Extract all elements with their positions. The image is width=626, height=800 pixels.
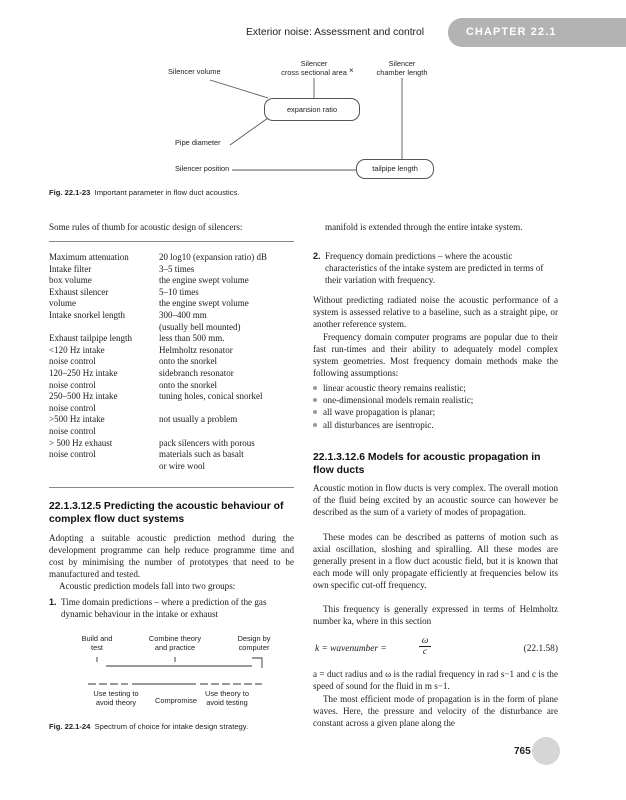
equation-number: (22.1.58) [523,644,558,654]
list-item-1-text: Time domain predictions – where a prediction of the gas dynamic behaviour in the intake or exhaust [61,597,267,620]
rules-table-value: not usually a problem [159,414,238,425]
section-12-5-number: 22.1.3.12.5 [49,501,101,512]
figure-23-caption-text: Important parameter in flow duct acoustics. [94,188,240,197]
paragraph-modes: These modes can be described as patterns of motion such as axial oscillation, sloshing and spiralling. All these modes are generally present in a flow duct acoustic field, but it is known that each mode will only propagate efficiently at frequencies below its own specific cut-off frequency. [313,532,558,591]
connector-pipe-to-ratio [230,118,268,145]
assumption-text: linear acoustic theory remains realistic; [323,383,466,393]
equation-numerator: ω [421,636,429,646]
rules-table-parameter: noise control [49,356,96,367]
times-sign: × [349,66,354,75]
rules-table-parameter: 250–500 Hz intake [49,391,118,402]
label-avoid-testing [194,690,260,707]
rules-intro: Some rules of thumb for acoustic design of silencers: [49,222,243,232]
rules-table-parameter: Exhaust tailpipe length [49,333,132,344]
section-heading-12-6 [313,452,561,477]
assumption-text: one-dimensional models remain realistic; [323,395,474,406]
rules-table-value: 300–400 mm [159,309,207,320]
rules-table-row [49,310,299,322]
rules-table-value: or wire wool [159,460,205,471]
rules-table-row [49,449,299,461]
rules-table-row [49,403,299,415]
equation-lhs: k = wavenumber = [315,644,387,654]
rules-table-parameter [49,322,159,334]
rules-table-parameter: > 500 Hz exhaust [49,437,113,448]
label-build-line2: test [91,642,103,652]
section-12-6-title: Models for acoustic propagation in flow ducts [313,452,541,476]
list-item-1-number: 1. [49,597,57,607]
rules-table-value: 5–10 times [159,286,199,297]
paragraph-acoustic-motion: Acoustic motion in flow ducts is very complex. The overall motion of the fluid being excited by an acoustic source can however be described as the sum of a variety of modes of propagation. [313,483,558,518]
figure-24-caption-text: Spectrum of choice for intake design strategy. [94,722,249,731]
rules-table-parameter: noise control [49,379,96,390]
rules-table-value: (usually bell mounted) [159,321,241,332]
rules-table-row [49,414,299,426]
label-cross-area-line2: cross sectional area [281,67,347,77]
rules-table-value: less than 500 mm. [159,333,225,344]
chapter-label: CHAPTER 22.1 [466,26,557,38]
rules-table-value: sidebranch resonator [159,367,234,378]
rules-table-row [49,264,299,276]
label-avoid-testing-line1: Use theory to [205,689,249,698]
rules-table-value: Helmholtz resonator [159,344,233,355]
rules-table-value: the engine swept volume [159,298,249,309]
rules-table-parameter: 120–250 Hz intake [49,367,118,378]
rules-table-parameter: noise control [49,425,96,436]
rules-table-row [49,298,299,310]
spectrum-end-bracket [252,658,262,668]
rules-table-row [49,426,299,438]
item-1-continuation: manifold is extended through the entire intake system. [325,222,523,232]
rules-table-parameter: noise control [49,449,96,460]
rules-table-row [49,322,299,334]
page-number: 765 [514,746,531,757]
list-item-2-number: 2. [313,251,321,261]
label-avoid-theory [82,690,150,707]
section-12-6-number: 22.1.3.12.6 [313,452,365,463]
rules-table-row [49,252,299,264]
paragraph-helmholtz: This frequency is generally expressed in terms of Helmholtz number ka, where in this section [313,604,558,627]
rules-table-value: tuning holes, conical snorkel [159,391,263,402]
assumption-text: all disturbances are isentropic. [323,419,434,430]
paragraph-plane-waves: The most efficient mode of propagation is in the form of plane waves. Here, the pressure and velocity of the disturbance are constant across a given plane along the [313,694,558,729]
assumption-item [313,406,558,418]
rules-table-value: onto the snorkel [159,379,217,390]
label-silencer-volume: Silencer volume [168,67,221,76]
rules-table [49,252,299,472]
label-avoid-theory-line2: avoid theory [95,697,137,707]
rules-table-row [49,368,299,380]
label-build-line1: Build and [81,634,113,643]
rules-table-value [159,426,299,438]
label-compromise: Compromise [155,696,197,705]
label-combine-line1: Combine theory [148,634,202,643]
label-avoid-theory-line1: Use testing to [93,689,139,698]
box-tailpipe-length: tailpipe length [356,159,434,179]
figure-24-caption-label: Fig. 22.1-24 [49,722,91,731]
rules-table-value: materials such as basalt [159,449,244,460]
label-combine-line2: and practice [154,642,196,652]
rules-table-parameter: Maximum attenuation [49,252,129,262]
rules-table-row [49,287,299,299]
box-expansion-ratio: expansion ratio [264,98,360,121]
label-chamber-length [360,60,444,77]
label-pipe-diameter: Pipe diameter [175,138,221,147]
section-heading-12-5 [49,501,297,526]
rules-table-row [49,391,299,403]
label-cross-area-line1: Silencer [300,59,328,68]
assumption-item [313,382,558,394]
assumption-item [313,419,558,431]
label-design-line2: computer [238,642,270,652]
label-silencer-position: Silencer position [175,164,230,173]
rules-table-row [49,333,299,345]
figure-23-caption [49,188,239,197]
label-chamber-line1: Silencer [388,59,416,68]
rules-table-value: the engine swept volume [159,275,249,286]
paragraph-prediction-groups: Acoustic prediction models fall into two groups: [59,581,236,591]
label-chamber-line2: chamber length [376,67,428,77]
rules-table-parameter: Exhaust silencer [49,286,109,297]
running-header-title: Exterior noise: Assessment and control [246,27,424,38]
bullet-dot [313,423,317,427]
rules-table-parameter: Intake filter [49,263,92,274]
rules-table-value: 20 log10 (expansion ratio) dB [159,252,267,262]
rules-table-value [159,403,299,415]
connector-volume-to-ratio [210,80,268,98]
rules-table-row [49,275,299,287]
table-bottom-rule [49,487,294,488]
label-design-line1: Design by [237,634,271,643]
assumption-text: all wave propagation is planar; [323,407,436,418]
paragraph-frequency-domain: Frequency domain computer programs are popular due to their fast run-times and their ability to adequately model complex system geometries. Most frequency domain methods make the following assumptions: [313,332,558,379]
assumption-item [313,394,558,406]
rules-table-parameter: box volume [49,275,92,286]
assumptions-list [313,382,558,431]
rules-table-parameter [49,461,159,473]
bullet-dot [313,386,317,390]
list-item-2-text: Frequency domain predictions – where the acoustic characteristics of the intake system are predicted in terms of their variation with frequency. [325,251,544,286]
rules-table-parameter: <120 Hz intake [49,344,105,355]
rules-table-row [49,461,299,473]
paragraph-baseline: Without predicting radiated noise the acoustic performance of a system is assessed relative to a baseline, such as a straight pipe, or another reference system. [313,295,558,330]
rules-table-row [49,380,299,392]
table-top-rule [49,241,294,242]
rules-table-parameter: >500 Hz intake [49,414,105,425]
rules-table-row [49,345,299,357]
list-item-2 [313,250,558,286]
rules-table-value: pack silencers with porous [159,437,255,448]
figure-23-caption-label: Fig. 22.1-23 [49,188,91,197]
bullet-dot [313,410,317,414]
rules-table-row [49,356,299,368]
page-number-marker [532,737,560,765]
label-avoid-testing-line2: avoid testing [206,697,248,707]
paragraph-prediction-method: Adopting a suitable acoustic prediction method during the development programme can help reduce programme time and cost by minimising the number of prototypes that need to be manufactured and tested. [49,533,294,580]
rules-table-parameter: Intake snorkel length [49,309,125,320]
equation-fraction [419,636,431,657]
rules-table-parameter: volume [49,298,76,309]
section-12-5-title: Predicting the acoustic behaviour of complex flow duct systems [49,501,284,525]
rules-table-value: 3–5 times [159,263,195,274]
equation-denominator: c [419,646,431,657]
bullet-dot [313,398,317,402]
rules-table-parameter: noise control [49,402,96,413]
equation-22-1-58 [313,634,560,664]
rules-table-value: onto the snorkel [159,356,217,367]
rules-table-row [49,438,299,450]
paragraph-definitions: a = duct radius and ω is the radial frequency in rad s−1 and c is the speed of sound for the fluid in m s−1. [313,669,558,692]
figure-24-caption [49,722,248,731]
